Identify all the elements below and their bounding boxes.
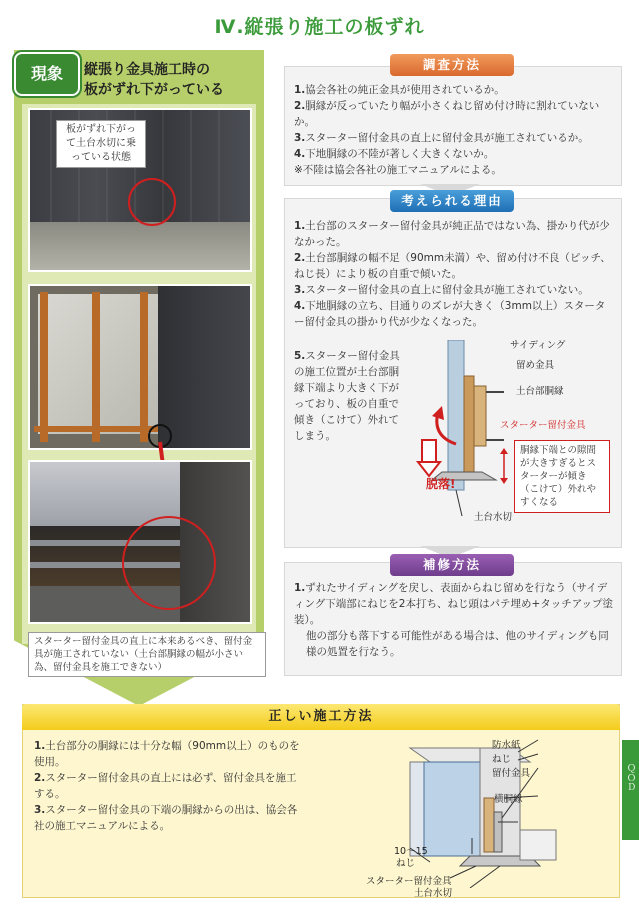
repair-extra: 他の部分も落下する可能性がある場合は、他のサイディングも同様の処置を行なう。 xyxy=(306,630,609,658)
photo3-highlight-circle xyxy=(122,516,216,610)
investigation-list xyxy=(294,82,616,178)
list-item: 2.胴縁が反っていたり幅が小さくねじ留め付け時に割れていないか。 xyxy=(294,100,600,128)
diagram-label-base-flashing: 土台水切 xyxy=(474,512,513,523)
list-item: 3.スターター留付金具の直上に留付金具が施工されていない。 xyxy=(294,284,589,296)
diagram-note: 胴縁下端との隙間が大きすぎるとスターターが傾き（こけて）外れやすくなる xyxy=(514,440,610,513)
list-item: 1.協会各社の純正金具が使用されているか。 xyxy=(294,84,505,96)
list-item: 1.土台部分の胴縁には十分な幅（90mm以上）のものを使用。 xyxy=(34,740,300,768)
correct-label-clip: 留付金具 xyxy=(492,768,531,779)
side-index-tab-label: ＱＯＤ xyxy=(625,764,635,791)
list-item: 2.スターター留付金具の直上には必ず、留付金具を施工する。 xyxy=(34,772,297,800)
list-item: 4.下地胴縁の不陸が著しく大きくないか。 xyxy=(294,148,495,160)
photo3-callout: スターター留付金具の直上に本来あるべき、留付金具が施工されていない（土台部胴縁の幅が小さい為、留付金具を施工できない） xyxy=(28,632,266,677)
correct-label-horizontal-furring: 横胴縁 xyxy=(494,794,523,805)
repair-list xyxy=(294,580,614,660)
phenomenon-heading xyxy=(84,60,260,100)
list-item: 3.スターター留付金具の下端の胴縁からの出は、協会各社の施工マニュアルによる。 xyxy=(34,804,298,832)
phenomenon-badge: 現象 xyxy=(14,52,80,96)
photo-wall-opened xyxy=(28,284,252,450)
investigation-note: ※不陸は協会各社の施工マニュアルによる。 xyxy=(294,164,502,176)
list-item: 3.スターター留付金具の直上に留付金具が施工されているか。 xyxy=(294,132,589,144)
reasons-list-top xyxy=(294,218,612,298)
photo1-highlight-circle xyxy=(128,178,176,226)
correct-label-waterproof: 防水紙 xyxy=(492,740,521,751)
correct-list xyxy=(34,738,304,834)
page-title: Ⅳ.縦張り施工の板ずれ xyxy=(214,16,425,38)
phenomenon-heading-line2: 板がずれ下がっている xyxy=(84,82,224,98)
phenomenon-heading-line1: 縦張り金具施工時の xyxy=(84,62,210,78)
photo1-callout: 板がずれ下がって土台水切に乗っている状態 xyxy=(56,120,146,168)
correct-label-dimension: 10～15 xyxy=(394,846,428,857)
correct-header: 正しい施工方法 xyxy=(22,704,620,730)
reasons-header: 考えられる理由 xyxy=(390,190,514,212)
list-item: 4.下地胴縁の立ち、目通りのズレが大きく（3mm以上）スターター留付金具の掛かり代が少なくなった。 xyxy=(294,300,606,328)
reasons-list-item4 xyxy=(294,298,612,330)
list-item: 5.スターター留付金具の施工位置が土台部胴縁下端より大きく下がっており、板の自重で傾き（こけて）外れてしまう。 xyxy=(294,350,400,442)
correct-label-screw2: ねじ xyxy=(396,858,416,869)
list-item: 1.土台部のスターター留付金具が純正品ではない為、掛かり代が少なかった。 xyxy=(294,220,610,248)
repair-header: 補修方法 xyxy=(390,554,514,576)
side-index-tab xyxy=(622,740,639,840)
list-item: 2.土台部胴縁の幅不足（90mm未満）や、留め付け不良（ピッチ、ねじ長）により板の自重で傾いた。 xyxy=(294,252,611,280)
diagram-label-fall: 脱落! xyxy=(426,477,456,491)
investigation-header: 調査方法 xyxy=(390,54,514,76)
diagram-label-clip: 留め金具 xyxy=(516,360,555,371)
correct-label-base-flashing: 土台水切 xyxy=(414,888,453,899)
correct-label-starter-clip: スターター留付金具 xyxy=(366,876,452,887)
correct-label-screw: ねじ xyxy=(492,754,512,765)
list-item: 1.ずれたサイディングを戻し、表面からねじ留めを行なう（サイディング下端部にねじを2本打ち、ねじ頭はパテ埋め+タッチアップ塗装）。 xyxy=(294,582,614,626)
diagram-label-siding: サイディング xyxy=(510,340,566,351)
diagram-label-base-furring: 土台部胴縁 xyxy=(516,386,564,397)
reasons-list-item5 xyxy=(294,348,404,444)
diagram-label-starter-clip: スターター留付金具 xyxy=(500,420,586,431)
